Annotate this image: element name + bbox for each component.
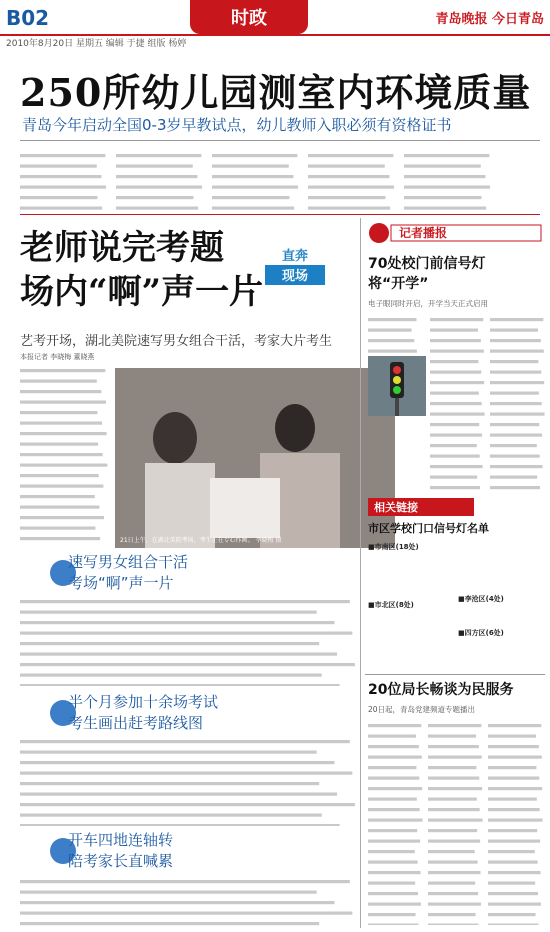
text-line — [212, 186, 298, 189]
text-line — [428, 756, 482, 759]
text-line — [20, 901, 335, 904]
text-line — [368, 861, 418, 864]
text-line — [20, 600, 350, 603]
text-lines — [20, 365, 108, 545]
column-divider — [360, 218, 361, 928]
text-line — [368, 787, 422, 790]
text-line — [488, 766, 536, 769]
text-line — [212, 196, 289, 199]
text-line — [488, 808, 540, 811]
text-line — [20, 175, 101, 178]
badge-line2: 现场 — [281, 269, 309, 284]
text-lines — [20, 876, 360, 928]
story1-headline: 250所幼儿园测室内环境质量 — [20, 70, 532, 115]
subhead1-line2: 考场“啊”声一片 — [68, 574, 174, 592]
text-line — [20, 464, 107, 467]
photo-scene — [115, 368, 395, 548]
sidebar-story1-body-col2 — [430, 314, 485, 494]
text-line — [430, 434, 482, 437]
text-line — [488, 861, 538, 864]
banner-graphic — [365, 222, 545, 244]
text-line — [20, 880, 350, 883]
text-line — [430, 455, 480, 458]
text-line — [368, 329, 412, 332]
text-line — [490, 455, 540, 458]
text-line — [428, 913, 476, 916]
text-line — [20, 793, 337, 796]
sidebar-story2-body-col3 — [488, 720, 543, 925]
text-line — [490, 339, 541, 342]
text-line — [490, 381, 544, 384]
text-line — [116, 186, 202, 189]
text-line — [488, 829, 537, 832]
text-line — [368, 924, 418, 926]
text-line — [20, 495, 95, 498]
text-line — [368, 840, 420, 843]
text-line — [20, 165, 97, 168]
text-lines — [368, 720, 423, 925]
text-line — [428, 735, 476, 738]
text-line — [368, 882, 415, 885]
text-line — [428, 840, 480, 843]
story1-subheadline: 青岛今年启动全国0-3岁早教试点，幼儿教师入职必须有资格证书 — [22, 116, 452, 134]
text-line — [490, 476, 537, 479]
story2-subhead1 — [68, 552, 188, 594]
text-line — [20, 674, 322, 677]
text-line — [488, 787, 542, 790]
text-line — [20, 186, 106, 189]
text-line — [368, 850, 415, 853]
text-line — [490, 486, 540, 489]
text-line — [20, 803, 355, 806]
text-line — [20, 751, 317, 754]
text-line — [212, 175, 293, 178]
text-line — [20, 474, 99, 477]
story1-body-col2 — [116, 150, 204, 210]
text-line — [428, 850, 475, 853]
text-line — [20, 380, 97, 383]
text-line — [404, 154, 489, 157]
text-line — [488, 913, 536, 916]
text-line — [368, 913, 416, 916]
text-line — [430, 360, 478, 363]
text-line — [430, 329, 478, 332]
text-line — [368, 745, 419, 748]
divider — [20, 140, 540, 141]
text-line — [428, 766, 476, 769]
text-line — [20, 401, 106, 404]
text-line — [490, 392, 539, 395]
text-line — [20, 453, 103, 456]
text-line — [490, 350, 544, 353]
text-line — [428, 724, 481, 727]
text-line — [20, 196, 97, 199]
text-line — [20, 922, 319, 925]
text-line — [20, 782, 319, 785]
text-line — [20, 663, 355, 666]
district-sifang: ■四方区(6处) — [458, 629, 504, 637]
sidebar-story2-headline: 20位局长畅谈为民服务 — [368, 682, 514, 698]
text-line — [368, 350, 417, 353]
sidebar-story1-body-col3 — [490, 314, 545, 494]
text-lines — [20, 596, 360, 686]
subhead1-line1: 速写男女组合干活 — [68, 553, 189, 571]
text-line — [212, 165, 289, 168]
text-line — [20, 761, 335, 764]
text-line — [430, 339, 481, 342]
text-line — [368, 808, 420, 811]
text-line — [368, 777, 419, 780]
column-banner — [365, 222, 545, 244]
sidebar-story2-body-col2 — [428, 720, 483, 925]
text-lines — [428, 720, 483, 925]
page-number: B02 — [6, 6, 50, 30]
story1-body-col1 — [20, 150, 108, 210]
text-line — [368, 829, 417, 832]
text-line — [20, 506, 99, 509]
section-tab: 时政 — [190, 0, 308, 34]
text-line — [490, 371, 541, 374]
text-line — [20, 653, 337, 656]
story2-lead-text — [20, 365, 108, 545]
text-line — [20, 369, 105, 372]
divider — [365, 674, 545, 675]
text-line — [490, 318, 543, 321]
story2-subheadline: 艺考开场，湖北美院速写男女组合干活，考家大片考生 — [20, 334, 333, 349]
text-line — [404, 175, 485, 178]
text-line — [404, 207, 486, 210]
sidebar-headline-line2: 将“开学” — [368, 276, 429, 292]
text-line — [308, 165, 385, 168]
text-lines — [488, 720, 543, 925]
text-line — [488, 798, 537, 801]
text-line — [490, 413, 545, 416]
sidebar-story1-headline — [368, 254, 485, 294]
text-line — [20, 390, 101, 393]
text-line — [488, 756, 542, 759]
story2-headline-line2: 场内“啊”声一片 — [20, 272, 264, 312]
text-line — [20, 814, 322, 817]
text-lines — [20, 736, 360, 826]
text-line — [488, 892, 538, 895]
text-lines — [116, 150, 204, 210]
story1-body-col5 — [404, 150, 492, 210]
text-line — [20, 740, 350, 743]
text-lines — [212, 150, 300, 210]
text-line — [20, 422, 102, 425]
text-line — [368, 766, 416, 769]
traffic-light-icon — [368, 356, 426, 416]
text-line — [428, 798, 477, 801]
text-line — [430, 476, 477, 479]
text-line — [490, 465, 543, 468]
dateline: 2010年8月20日 星期五 编辑 于捷 组版 杨婷 — [6, 39, 187, 49]
text-line — [368, 318, 417, 321]
text-line — [428, 745, 479, 748]
text-line — [430, 392, 479, 395]
related-headline: 市区学校门口信号灯名单 — [368, 522, 489, 535]
district-licang: ■李沧区(4处) — [458, 595, 504, 603]
divider — [20, 214, 540, 215]
text-line — [368, 339, 414, 342]
text-line — [368, 871, 421, 874]
text-line — [488, 735, 536, 738]
text-line — [20, 912, 352, 915]
microphone-icon — [369, 223, 389, 243]
text-line — [368, 892, 418, 895]
text-line — [404, 165, 481, 168]
text-line — [20, 772, 352, 775]
text-line — [488, 724, 541, 727]
live-badge — [265, 245, 325, 285]
text-line — [212, 154, 297, 157]
text-line — [20, 891, 317, 894]
text-line — [20, 207, 102, 210]
text-line — [20, 411, 97, 414]
text-line — [368, 819, 423, 822]
text-line — [490, 402, 542, 405]
text-line — [490, 360, 538, 363]
text-line — [428, 819, 483, 822]
text-line — [428, 924, 478, 926]
related-link-label: 相关链接 — [368, 498, 474, 516]
text-line — [20, 432, 107, 435]
story2-body-section1 — [20, 596, 360, 686]
text-line — [430, 413, 485, 416]
subhead3-line2: 陪考家长直喊累 — [68, 852, 174, 870]
text-line — [430, 318, 483, 321]
text-line — [428, 777, 479, 780]
sidebar-story2-body-col1 — [368, 720, 423, 925]
text-line — [20, 485, 103, 488]
newspaper-logo: 青岛晚报 今日青岛 — [435, 12, 544, 27]
story1-body-col3 — [212, 150, 300, 210]
story1-body-col4 — [308, 150, 396, 210]
text-line — [428, 871, 481, 874]
text-line — [428, 861, 478, 864]
text-line — [430, 381, 484, 384]
story2-byline: 本报记者 李晓梅 董晓燕 — [20, 353, 95, 361]
text-lines — [20, 150, 108, 210]
photo-caption: 21日上午，在湖北美院考场，考生正在专心作画。 李晓梅 摄 — [120, 537, 282, 544]
text-line — [490, 434, 542, 437]
text-line — [490, 329, 538, 332]
traffic-light-photo — [368, 356, 426, 416]
story2-headline — [20, 226, 263, 314]
text-line — [20, 824, 340, 826]
text-line — [116, 207, 198, 210]
text-line — [20, 611, 317, 614]
text-line — [20, 632, 352, 635]
text-line — [20, 621, 335, 624]
district-shinan: ■市南区(18处) — [368, 543, 419, 551]
text-line — [308, 207, 390, 210]
text-line — [488, 777, 539, 780]
sidebar-headline-line1: 70处校门前信号灯 — [368, 256, 486, 272]
text-line — [430, 465, 483, 468]
text-line — [20, 527, 95, 530]
exam-photo — [115, 368, 395, 548]
text-line — [430, 423, 479, 426]
text-line — [20, 154, 105, 157]
text-line — [20, 537, 100, 540]
text-line — [368, 756, 422, 759]
text-line — [428, 892, 478, 895]
story2-body-section3 — [20, 876, 360, 928]
text-line — [116, 175, 197, 178]
text-line — [308, 175, 389, 178]
subhead2-line1: 半个月参加十余场考试 — [68, 693, 219, 711]
text-line — [308, 154, 393, 157]
story2-headline-line1: 老师说完考题 — [20, 228, 224, 268]
text-line — [428, 903, 481, 906]
text-line — [20, 684, 340, 686]
sidebar-story1-subheadline: 电子眼同时开启，开学当天正式启用 — [368, 299, 488, 308]
sidebar-story2-subheadline: 20日起，青岛党建频道专题播出 — [368, 705, 476, 714]
story2-body-section2 — [20, 736, 360, 826]
text-line — [368, 735, 416, 738]
text-line — [308, 186, 394, 189]
text-line — [430, 444, 477, 447]
text-line — [430, 350, 484, 353]
text-line — [488, 745, 539, 748]
text-line — [488, 819, 543, 822]
text-line — [116, 154, 201, 157]
text-line — [430, 371, 481, 374]
text-line — [488, 903, 541, 906]
text-line — [430, 486, 480, 489]
column-name: 记者播报 — [399, 226, 448, 240]
text-line — [212, 207, 294, 210]
text-line — [20, 443, 98, 446]
story2-subhead2 — [68, 692, 218, 734]
text-lines — [404, 150, 492, 210]
text-line — [488, 924, 538, 926]
text-line — [368, 724, 421, 727]
text-lines — [430, 314, 485, 494]
text-line — [428, 787, 482, 790]
subhead3-line1: 开车四地连轴转 — [68, 831, 174, 849]
text-line — [116, 196, 193, 199]
text-line — [308, 196, 385, 199]
text-line — [20, 516, 104, 519]
text-lines — [490, 314, 545, 494]
subhead2-line2: 考生画出赶考路线图 — [68, 714, 204, 732]
text-line — [428, 808, 480, 811]
text-line — [368, 798, 417, 801]
text-lines — [308, 150, 396, 210]
text-line — [428, 882, 475, 885]
text-line — [428, 829, 477, 832]
text-line — [490, 444, 537, 447]
text-line — [490, 423, 539, 426]
text-line — [488, 840, 540, 843]
story2-subhead3 — [68, 830, 173, 872]
text-line — [404, 186, 490, 189]
text-line — [488, 882, 535, 885]
text-line — [488, 871, 541, 874]
badge-line1: 直奔 — [281, 249, 309, 264]
text-line — [20, 642, 319, 645]
text-line — [488, 850, 535, 853]
text-line — [368, 903, 421, 906]
text-line — [404, 196, 481, 199]
text-line — [116, 165, 193, 168]
district-shibei: ■市北区(8处) — [368, 601, 414, 609]
text-line — [430, 402, 482, 405]
